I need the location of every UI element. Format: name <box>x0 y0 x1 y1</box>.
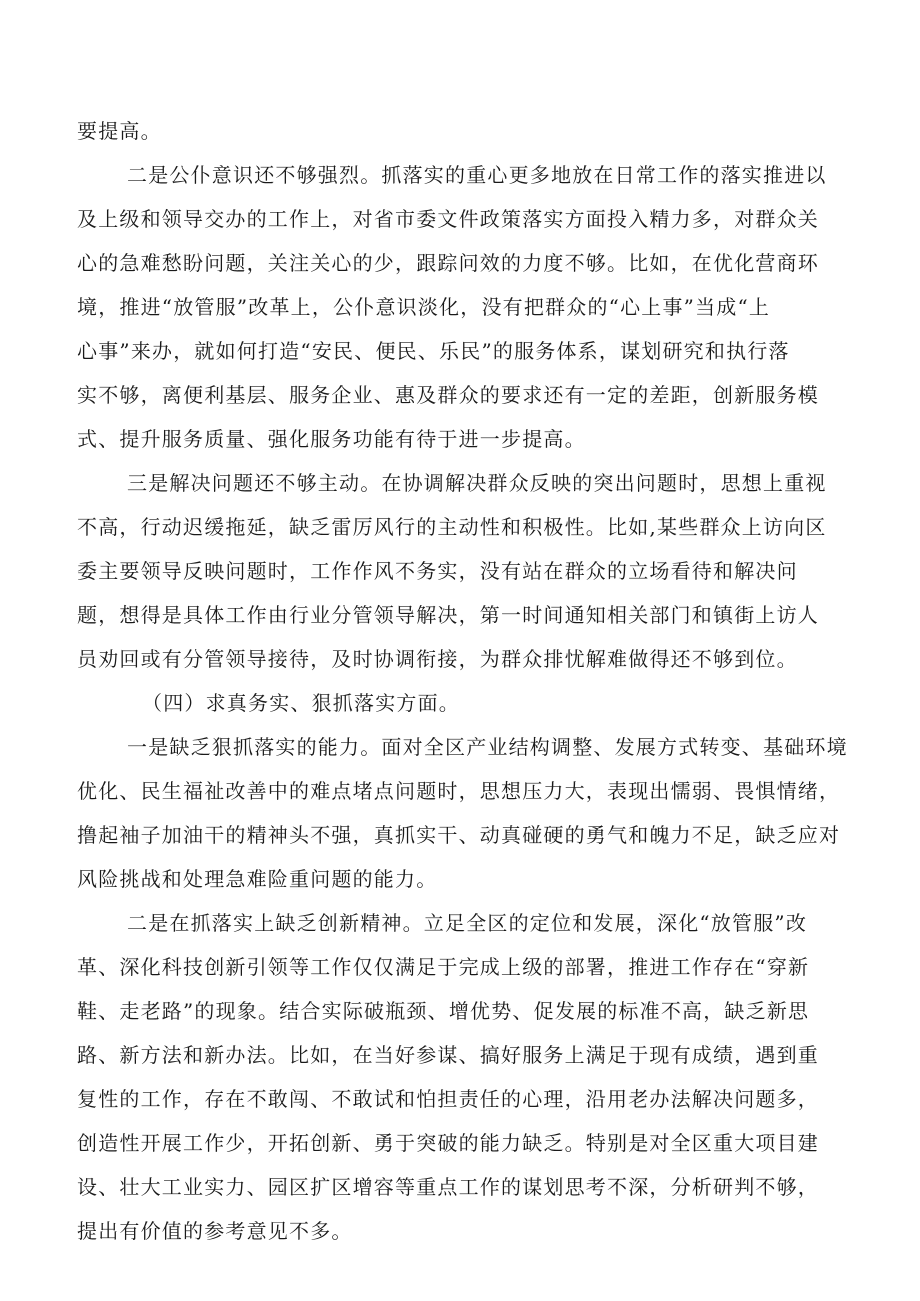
text-line: 及上级和领导交办的工作上，对省市委文件政策落实方面投入精力多，对群众关 <box>77 207 819 231</box>
text-line: 路、新方法和新办法。比如，在当好参谋、搞好服务上满足于现有成绩，遇到重 <box>77 1043 819 1067</box>
text-line: 境，推进“放管服”改革上，公仆意识淡化，没有把群众的“心上事”当成“上 <box>77 295 771 319</box>
text-line: 复性的工作，存在不敢闯、不敢试和怕担责任的心理，沿用老办法解决问题多， <box>77 1087 819 1111</box>
text-line: 创造性开展工作少，开拓创新、勇于突破的能力缺乏。特别是对全区重大项目建 <box>77 1131 819 1155</box>
text-line: 二是在抓落实上缺乏创新精神。立足全区的定位和发展，深化“放管服”改 <box>127 911 808 935</box>
text-line: 员劝回或有分管领导接待，及时协调衔接，为群众排忧解难做得还不够到位。 <box>77 647 798 671</box>
text-line: 革、深化科技创新引领等工作仅仅满足于完成上级的部署，推进工作存在“穿新 <box>77 955 810 979</box>
text-line: 撸起袖子加油干的精神头不强，真抓实干、动真碰硬的勇气和魄力不足，缺乏应对 <box>77 823 841 847</box>
text-line: 提出有价值的参考意见不多。 <box>77 1219 353 1243</box>
text-line: 不高，行动迟缓拖延，缺乏雷厉风行的主动性和积极性。比如,某些群众上访向区 <box>77 515 827 539</box>
text-line: 式、提升服务质量、强化服务功能有待于进一步提高。 <box>77 427 586 451</box>
text-line: 一是缺乏狠抓落实的能力。面对全区产业结构调整、发展方式转变、基础环境 <box>127 735 848 759</box>
text-line: 三是解决问题还不够主动。在协调解决群众反映的突出问题时，思想上重视 <box>127 471 827 495</box>
text-line: 题，想得是具体工作由行业分管领导解决，第一时间通知相关部门和镇街上访人 <box>77 603 819 627</box>
text-line: 设、壮大工业实力、园区扩区增容等重点工作的谋划思考不深，分析研判不够， <box>77 1175 819 1199</box>
text-line: 要提高。 <box>77 119 162 143</box>
text-line: 二是公仆意识还不够强烈。抓落实的重心更多地放在日常工作的落实推进以 <box>127 163 827 187</box>
text-line: 委主要领导反映问题时，工作作风不务实，没有站在群众的立场看待和解决问 <box>77 559 798 583</box>
text-line: 心的急难愁盼问题，关注关心的少，跟踪问效的力度不够。比如，在优化营商环 <box>77 251 819 275</box>
text-line: 优化、民生福祉改善中的难点堵点问题时，思想压力大，表现出懦弱、畏惧情绪， <box>77 779 841 803</box>
text-line: 实不够，离便利基层、服务企业、惠及群众的要求还有一定的差距，创新服务模 <box>77 383 819 407</box>
text-line: 风险挑战和处理急难险重问题的能力。 <box>77 867 438 891</box>
text-line: 心事”来办，就如何打造“安民、便民、乐民”的服务体系，谋划研究和执行落 <box>77 339 790 363</box>
text-line: 鞋、走老路”的现象。结合实际破瓶颈、增优势、促发展的标准不高，缺乏新思 <box>77 999 810 1023</box>
section-heading: （四）求真务实、狠抓落实方面。 <box>142 691 460 715</box>
